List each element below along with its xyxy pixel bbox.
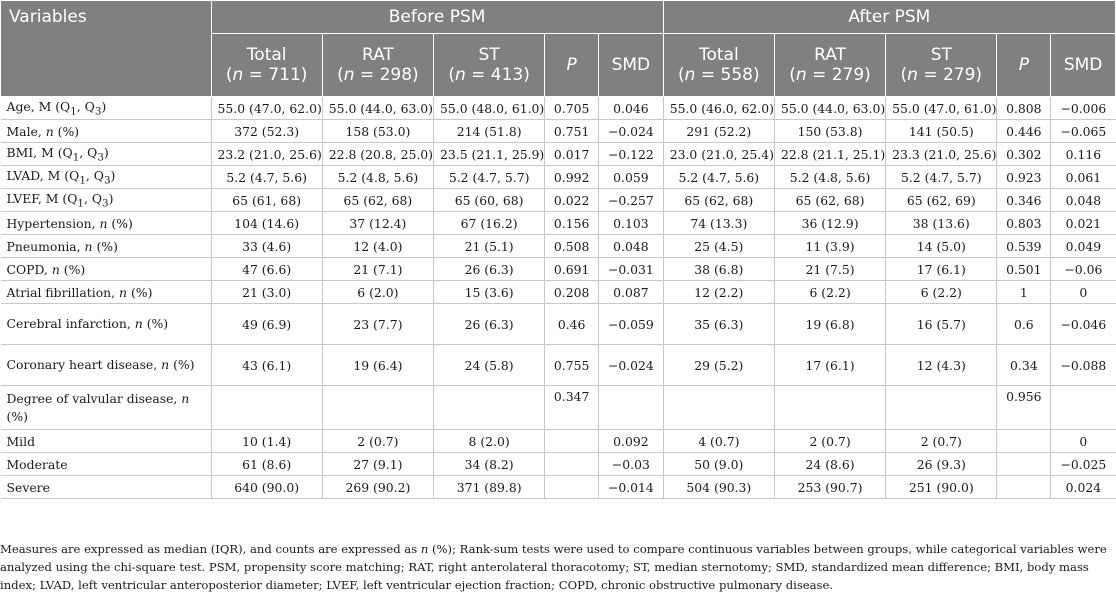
row-label: Moderate xyxy=(1,453,212,476)
table-cell: 16 (5.7) xyxy=(886,304,997,345)
table-cell: 22.8 (20.8, 25.0) xyxy=(322,143,433,166)
col-header-2 xyxy=(434,34,545,97)
table-cell: 74 (13.3) xyxy=(663,212,774,235)
table-cell xyxy=(663,386,774,430)
table-cell: 0 xyxy=(1051,281,1116,304)
table-cell: 0.346 xyxy=(997,189,1051,212)
row-label: Atrial fibrillation, n (%) xyxy=(1,281,212,304)
table-cell: 4 (0.7) xyxy=(663,430,774,453)
table-cell: 25 (4.5) xyxy=(663,235,774,258)
row-label: LVAD, M ($Q_1$, $Q_3$) xyxy=(1,166,212,189)
col-header-n: (n = 279) xyxy=(900,65,983,85)
table-cell: 0.956 xyxy=(997,386,1051,430)
table-cell: 67 (16.2) xyxy=(434,212,545,235)
table-cell xyxy=(599,386,664,430)
table-cell: 19 (6.4) xyxy=(322,345,433,386)
table-row xyxy=(1,304,1116,345)
table-cell: 6 (2.2) xyxy=(886,281,997,304)
table-cell: 0.046 xyxy=(599,97,664,120)
row-label: Mild xyxy=(1,430,212,453)
table-cell: −0.031 xyxy=(599,258,664,281)
table-cell: 35 (6.3) xyxy=(663,304,774,345)
col-header-7 xyxy=(886,34,997,97)
table-cell: −0.06 xyxy=(1051,258,1116,281)
table-cell: 38 (13.6) xyxy=(886,212,997,235)
table-cell: −0.257 xyxy=(599,189,664,212)
table-cell: 0.803 xyxy=(997,212,1051,235)
table-cell: 65 (60, 68) xyxy=(434,189,545,212)
table-cell: 0.923 xyxy=(997,166,1051,189)
col-header-4 xyxy=(599,34,664,97)
table-row xyxy=(1,258,1116,281)
table-row xyxy=(1,189,1116,212)
row-label: Hypertension, n (%) xyxy=(1,212,212,235)
table-cell: 0.049 xyxy=(1051,235,1116,258)
table-cell: 0.059 xyxy=(599,166,664,189)
table-cell: −0.088 xyxy=(1051,345,1116,386)
table-cell: 2 (0.7) xyxy=(886,430,997,453)
table-cell: 23 (7.7) xyxy=(322,304,433,345)
table-cell: 371 (89.8) xyxy=(434,476,545,499)
col-header-5 xyxy=(663,34,774,97)
table-cell: −0.046 xyxy=(1051,304,1116,345)
table-cell: 21 (7.1) xyxy=(322,258,433,281)
table-cell: −0.024 xyxy=(599,120,664,143)
table-cell: 0.34 xyxy=(997,345,1051,386)
table-cell xyxy=(211,386,322,430)
col-header-1 xyxy=(322,34,433,97)
table-cell: 5.2 (4.8, 5.6) xyxy=(322,166,433,189)
table-cell: 49 (6.9) xyxy=(211,304,322,345)
table-cell: 0.508 xyxy=(545,235,599,258)
table-cell: −0.006 xyxy=(1051,97,1116,120)
table-cell: 2 (0.7) xyxy=(322,430,433,453)
table-cell: 6 (2.2) xyxy=(774,281,885,304)
table-cell: 10 (1.4) xyxy=(211,430,322,453)
col-header-8 xyxy=(997,34,1051,97)
col-header-n: (n = 711) xyxy=(225,65,308,85)
table-cell: 61 (8.6) xyxy=(211,453,322,476)
col-header-name: ST xyxy=(930,45,952,65)
table-cell: 24 (8.6) xyxy=(774,453,885,476)
table-cell: 214 (51.8) xyxy=(434,120,545,143)
table-cell: 5.2 (4.7, 5.6) xyxy=(211,166,322,189)
table-cell: 0.347 xyxy=(545,386,599,430)
col-header-name: SMD xyxy=(611,55,651,75)
table-row xyxy=(1,476,1116,499)
table-cell: 0.446 xyxy=(997,120,1051,143)
table-cell xyxy=(322,386,433,430)
table-cell: 29 (5.2) xyxy=(663,345,774,386)
table-cell: 55.0 (47.0, 61.0) xyxy=(886,97,997,120)
table-cell: 17 (6.1) xyxy=(886,258,997,281)
col-header-n: (n = 298) xyxy=(337,65,419,85)
row-label: Cerebral infarction, n (%) xyxy=(1,304,212,345)
table-cell: 269 (90.2) xyxy=(322,476,433,499)
table-cell: 0.092 xyxy=(599,430,664,453)
table-cell: 0.048 xyxy=(1051,189,1116,212)
col-header-n: (n = 279) xyxy=(789,65,871,85)
row-label: Severe xyxy=(1,476,212,499)
table-cell: 21 (5.1) xyxy=(434,235,545,258)
table-cell: 23.3 (21.0, 25.6) xyxy=(886,143,997,166)
table-cell: 0.048 xyxy=(599,235,664,258)
col-header-name: RAT xyxy=(361,45,394,65)
table-cell: 0.017 xyxy=(545,143,599,166)
variables-header: Variables xyxy=(1,1,212,97)
table-cell: 372 (52.3) xyxy=(211,120,322,143)
table-cell: 22.8 (21.1, 25.1) xyxy=(774,143,885,166)
table-cell: 0.156 xyxy=(545,212,599,235)
table-row xyxy=(1,453,1116,476)
table-header xyxy=(1,1,1116,97)
table-cell: 55.0 (48.0, 61.0) xyxy=(434,97,545,120)
table-cell: 504 (90.3) xyxy=(663,476,774,499)
table-cell: 55.0 (46.0, 62.0) xyxy=(663,97,774,120)
table-cell: 24 (5.8) xyxy=(434,345,545,386)
table-cell: 6 (2.0) xyxy=(322,281,433,304)
table-cell: 21 (3.0) xyxy=(211,281,322,304)
table-cell: 26 (6.3) xyxy=(434,258,545,281)
table-cell: 5.2 (4.7, 5.7) xyxy=(886,166,997,189)
table-cell: 150 (53.8) xyxy=(774,120,885,143)
table-cell: 43 (6.1) xyxy=(211,345,322,386)
table-cell: 5.2 (4.7, 5.7) xyxy=(434,166,545,189)
col-header-name: Total xyxy=(698,45,739,65)
table-row xyxy=(1,97,1116,120)
table-footnote: Measures are expressed as median (IQR), and counts are expressed as n (%); Rank-sum tests were used to compare continuous variables between groups, while categorical variables were analyzed using the chi-square test. PSM, propensity score matching; RAT, right anterolateral thoracotomy; ST, median sternotomy; SMD, standardized mean difference; BMI, body mass index; LVAD, left ventricular anteroposterior diameter; LVEF, left ventricular ejection fraction; COPD, chronic obstructive pulmonary disease. xyxy=(0,542,1107,592)
col-header-n: (n = 558) xyxy=(678,65,760,85)
table-cell xyxy=(545,476,599,499)
col-header-name: P xyxy=(1018,55,1029,75)
table-cell: 0.6 xyxy=(997,304,1051,345)
table-cell: 0.691 xyxy=(545,258,599,281)
table-cell: 0.116 xyxy=(1051,143,1116,166)
table-cell: 12 (2.2) xyxy=(663,281,774,304)
table-cell: 0.061 xyxy=(1051,166,1116,189)
row-label: BMI, M ($Q_1$, $Q_3$) xyxy=(1,143,212,166)
table-cell: 55.0 (44.0, 63.0) xyxy=(322,97,433,120)
table-cell xyxy=(545,430,599,453)
table-cell xyxy=(997,476,1051,499)
col-header-name: ST xyxy=(478,45,500,65)
table-cell: 0.992 xyxy=(545,166,599,189)
row-label: Pneumonia, n (%) xyxy=(1,235,212,258)
table-cell: 0.501 xyxy=(997,258,1051,281)
table-row xyxy=(1,212,1116,235)
table-cell xyxy=(1051,386,1116,430)
table-body xyxy=(1,97,1116,499)
table-cell: 47 (6.6) xyxy=(211,258,322,281)
table-cell: 0.751 xyxy=(545,120,599,143)
table-cell: 251 (90.0) xyxy=(886,476,997,499)
col-header-name: Total xyxy=(246,45,287,65)
col-header-name: RAT xyxy=(814,45,846,65)
table-cell: 14 (5.0) xyxy=(886,235,997,258)
table-cell: 36 (12.9) xyxy=(774,212,885,235)
table-cell: 0.755 xyxy=(545,345,599,386)
table-cell: −0.025 xyxy=(1051,453,1116,476)
row-label: Male, n (%) xyxy=(1,120,212,143)
table-cell: 38 (6.8) xyxy=(663,258,774,281)
table-cell: 26 (9.3) xyxy=(886,453,997,476)
table-cell xyxy=(774,386,885,430)
table-cell: −0.03 xyxy=(599,453,664,476)
table-cell: 0 xyxy=(1051,430,1116,453)
table-cell xyxy=(545,453,599,476)
table-cell: −0.122 xyxy=(599,143,664,166)
col-header-n: (n = 413) xyxy=(448,65,530,85)
table-cell: 0.024 xyxy=(1051,476,1116,499)
table-cell: 17 (6.1) xyxy=(774,345,885,386)
table-cell: 23.5 (21.1, 25.9) xyxy=(434,143,545,166)
col-header-9 xyxy=(1051,34,1116,97)
table-cell: 12 (4.3) xyxy=(886,345,997,386)
row-label: LVEF, M ($Q_1$, $Q_3$) xyxy=(1,189,212,212)
table-cell: −0.059 xyxy=(599,304,664,345)
row-label: Age, M ($Q_1$, $Q_3$) xyxy=(1,97,212,120)
table-cell: 19 (6.8) xyxy=(774,304,885,345)
table-cell: 104 (14.6) xyxy=(211,212,322,235)
table-cell: 0.021 xyxy=(1051,212,1116,235)
row-label: Degree of valvular disease, n (%) xyxy=(1,386,212,430)
table-row xyxy=(1,281,1116,304)
table-cell xyxy=(434,386,545,430)
before-psm-header: Before PSM xyxy=(211,1,663,34)
table-cell: 50 (9.0) xyxy=(663,453,774,476)
table-cell: 0.705 xyxy=(545,97,599,120)
col-header-6 xyxy=(774,34,885,97)
table-cell: −0.065 xyxy=(1051,120,1116,143)
table-cell: 65 (62, 68) xyxy=(774,189,885,212)
col-header-name: P xyxy=(566,55,577,75)
row-label: Coronary heart disease, n (%) xyxy=(1,345,212,386)
row-label: COPD, n (%) xyxy=(1,258,212,281)
table-cell: 0.087 xyxy=(599,281,664,304)
table-cell: 65 (61, 68) xyxy=(211,189,322,212)
table-cell: 158 (53.0) xyxy=(322,120,433,143)
table-cell: 0.208 xyxy=(545,281,599,304)
table-row xyxy=(1,166,1116,189)
table-cell: 0.022 xyxy=(545,189,599,212)
col-header-name: SMD xyxy=(1063,55,1103,75)
col-header-3 xyxy=(545,34,599,97)
after-psm-header: After PSM xyxy=(663,1,1115,34)
table-cell: −0.024 xyxy=(599,345,664,386)
table-cell: 55.0 (47.0, 62.0) xyxy=(211,97,322,120)
table-row xyxy=(1,235,1116,258)
table-cell: 253 (90.7) xyxy=(774,476,885,499)
table-cell: 0.302 xyxy=(997,143,1051,166)
table-cell: 1 xyxy=(997,281,1051,304)
table-cell xyxy=(997,453,1051,476)
table-cell: 5.2 (4.7, 5.6) xyxy=(663,166,774,189)
table-cell: 640 (90.0) xyxy=(211,476,322,499)
table-cell: 65 (62, 69) xyxy=(886,189,997,212)
table-row xyxy=(1,143,1116,166)
table-cell: 23.2 (21.0, 25.6) xyxy=(211,143,322,166)
table-cell: 0.539 xyxy=(997,235,1051,258)
table-cell: −0.014 xyxy=(599,476,664,499)
table-cell: 26 (6.3) xyxy=(434,304,545,345)
table-cell: 291 (52.2) xyxy=(663,120,774,143)
table-cell: 23.0 (21.0, 25.4) xyxy=(663,143,774,166)
table-cell: 0.103 xyxy=(599,212,664,235)
table-cell: 11 (3.9) xyxy=(774,235,885,258)
table-cell: 0.46 xyxy=(545,304,599,345)
table-row xyxy=(1,120,1116,143)
table-cell: 8 (2.0) xyxy=(434,430,545,453)
table-cell: 2 (0.7) xyxy=(774,430,885,453)
table-cell: 15 (3.6) xyxy=(434,281,545,304)
table-cell: 65 (62, 68) xyxy=(663,189,774,212)
col-header-0 xyxy=(211,34,322,97)
table-cell: 34 (8.2) xyxy=(434,453,545,476)
table-cell: 65 (62, 68) xyxy=(322,189,433,212)
table-cell: 21 (7.5) xyxy=(774,258,885,281)
table-cell: 33 (4.6) xyxy=(211,235,322,258)
table-row xyxy=(1,386,1116,430)
table-cell: 12 (4.0) xyxy=(322,235,433,258)
table-row xyxy=(1,430,1116,453)
table-cell: 55.0 (44.0, 63.0) xyxy=(774,97,885,120)
table-cell xyxy=(886,386,997,430)
table-cell: 5.2 (4.8, 5.6) xyxy=(774,166,885,189)
table-cell xyxy=(997,430,1051,453)
table-cell: 141 (50.5) xyxy=(886,120,997,143)
table-cell: 0.808 xyxy=(997,97,1051,120)
table-row xyxy=(1,345,1116,386)
table-cell: 37 (12.4) xyxy=(322,212,433,235)
table-cell: 27 (9.1) xyxy=(322,453,433,476)
